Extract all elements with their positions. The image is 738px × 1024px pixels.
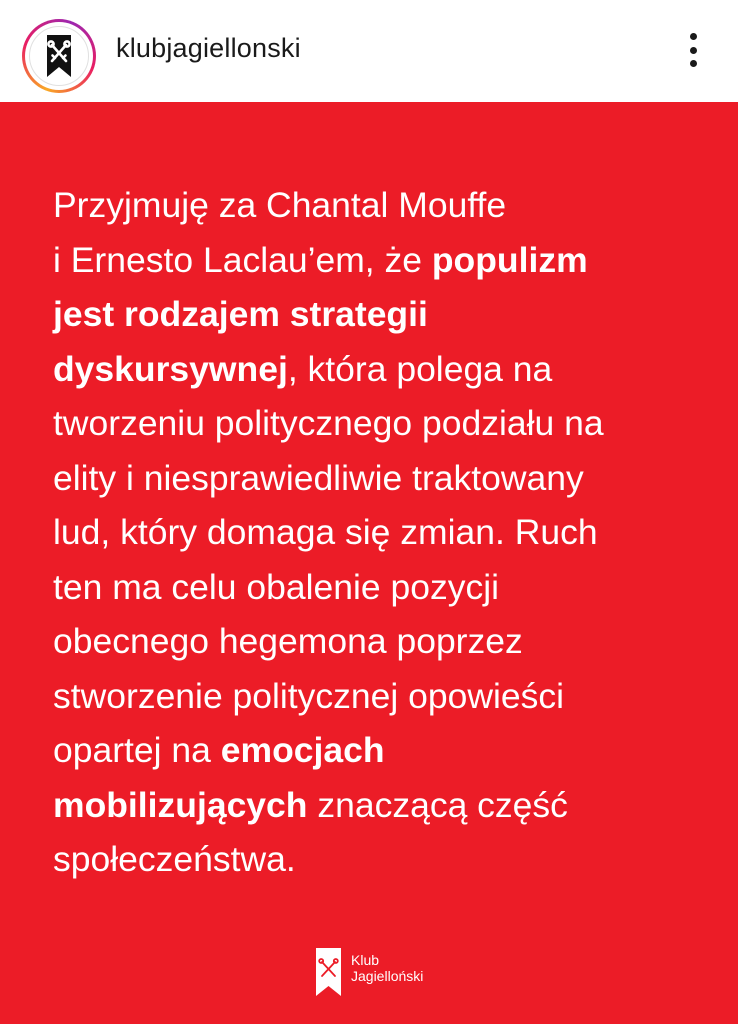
- quote-emphasis: mobilizujących: [53, 784, 308, 825]
- brand-logo: [316, 948, 423, 998]
- quote-segment: stworzenie politycznej opowieści: [53, 675, 565, 716]
- quote-line: [53, 778, 703, 833]
- post-image[interactable]: [0, 102, 738, 1024]
- quote-emphasis: dyskursywnej: [53, 348, 288, 389]
- quote-emphasis: jest rodzajem strategii: [53, 294, 428, 334]
- quote-line: [53, 505, 703, 560]
- avatar[interactable]: [22, 19, 96, 93]
- more-vertical-icon: [690, 33, 697, 40]
- quote-segment: , która polega na: [287, 348, 553, 389]
- quote-segment: obecnego hegemona poprzez: [53, 621, 523, 661]
- quote-line: [53, 669, 703, 724]
- quote-emphasis: emocjach: [220, 730, 385, 770]
- crossed-keys-bookmark-icon: [316, 948, 341, 996]
- quote-line: [53, 451, 703, 506]
- quote-segment: Przyjmuję za Chantal Mouffe: [53, 185, 507, 225]
- quote-segment: społeczeństwa.: [53, 839, 296, 879]
- quote-segment: i Ernesto Laclau’em, że: [53, 239, 432, 280]
- more-options-button[interactable]: [676, 30, 710, 70]
- quote-line: [53, 396, 703, 451]
- quote-segment: ten ma celu obalenie pozycji: [53, 566, 499, 607]
- quote-line: [53, 614, 703, 669]
- quote-line: [53, 560, 703, 615]
- quote-line: [53, 723, 703, 778]
- quote-line: [53, 233, 703, 288]
- quote-text: [53, 178, 703, 887]
- avatar-story-ring-gap: [25, 22, 93, 90]
- crossed-keys-bookmark-icon: [30, 27, 88, 85]
- more-vertical-icon-dot: [690, 60, 697, 67]
- quote-segment: elity i niesprawiedliwie traktowany: [53, 457, 584, 498]
- avatar-image: [29, 26, 89, 86]
- quote-line: [53, 832, 703, 887]
- quote-emphasis: populizm: [431, 239, 588, 280]
- quote-line: [53, 287, 703, 342]
- brand-line-2: Jagielloński: [351, 968, 424, 984]
- brand-name: [351, 952, 423, 984]
- quote-segment: tworzeniu politycznego podziału na: [53, 403, 604, 443]
- quote-line: [53, 342, 703, 397]
- brand-line-1: Klub: [351, 952, 380, 968]
- username[interactable]: klubjagiellonski: [116, 33, 301, 63]
- quote-segment: opartej na: [53, 730, 221, 770]
- quote-segment: lud, który domaga się zmian. Ruch: [53, 512, 598, 552]
- quote-segment: znaczącą część: [307, 784, 568, 825]
- more-vertical-icon-dot: [690, 47, 697, 54]
- quote-line: [53, 178, 703, 233]
- post-header: [0, 0, 738, 102]
